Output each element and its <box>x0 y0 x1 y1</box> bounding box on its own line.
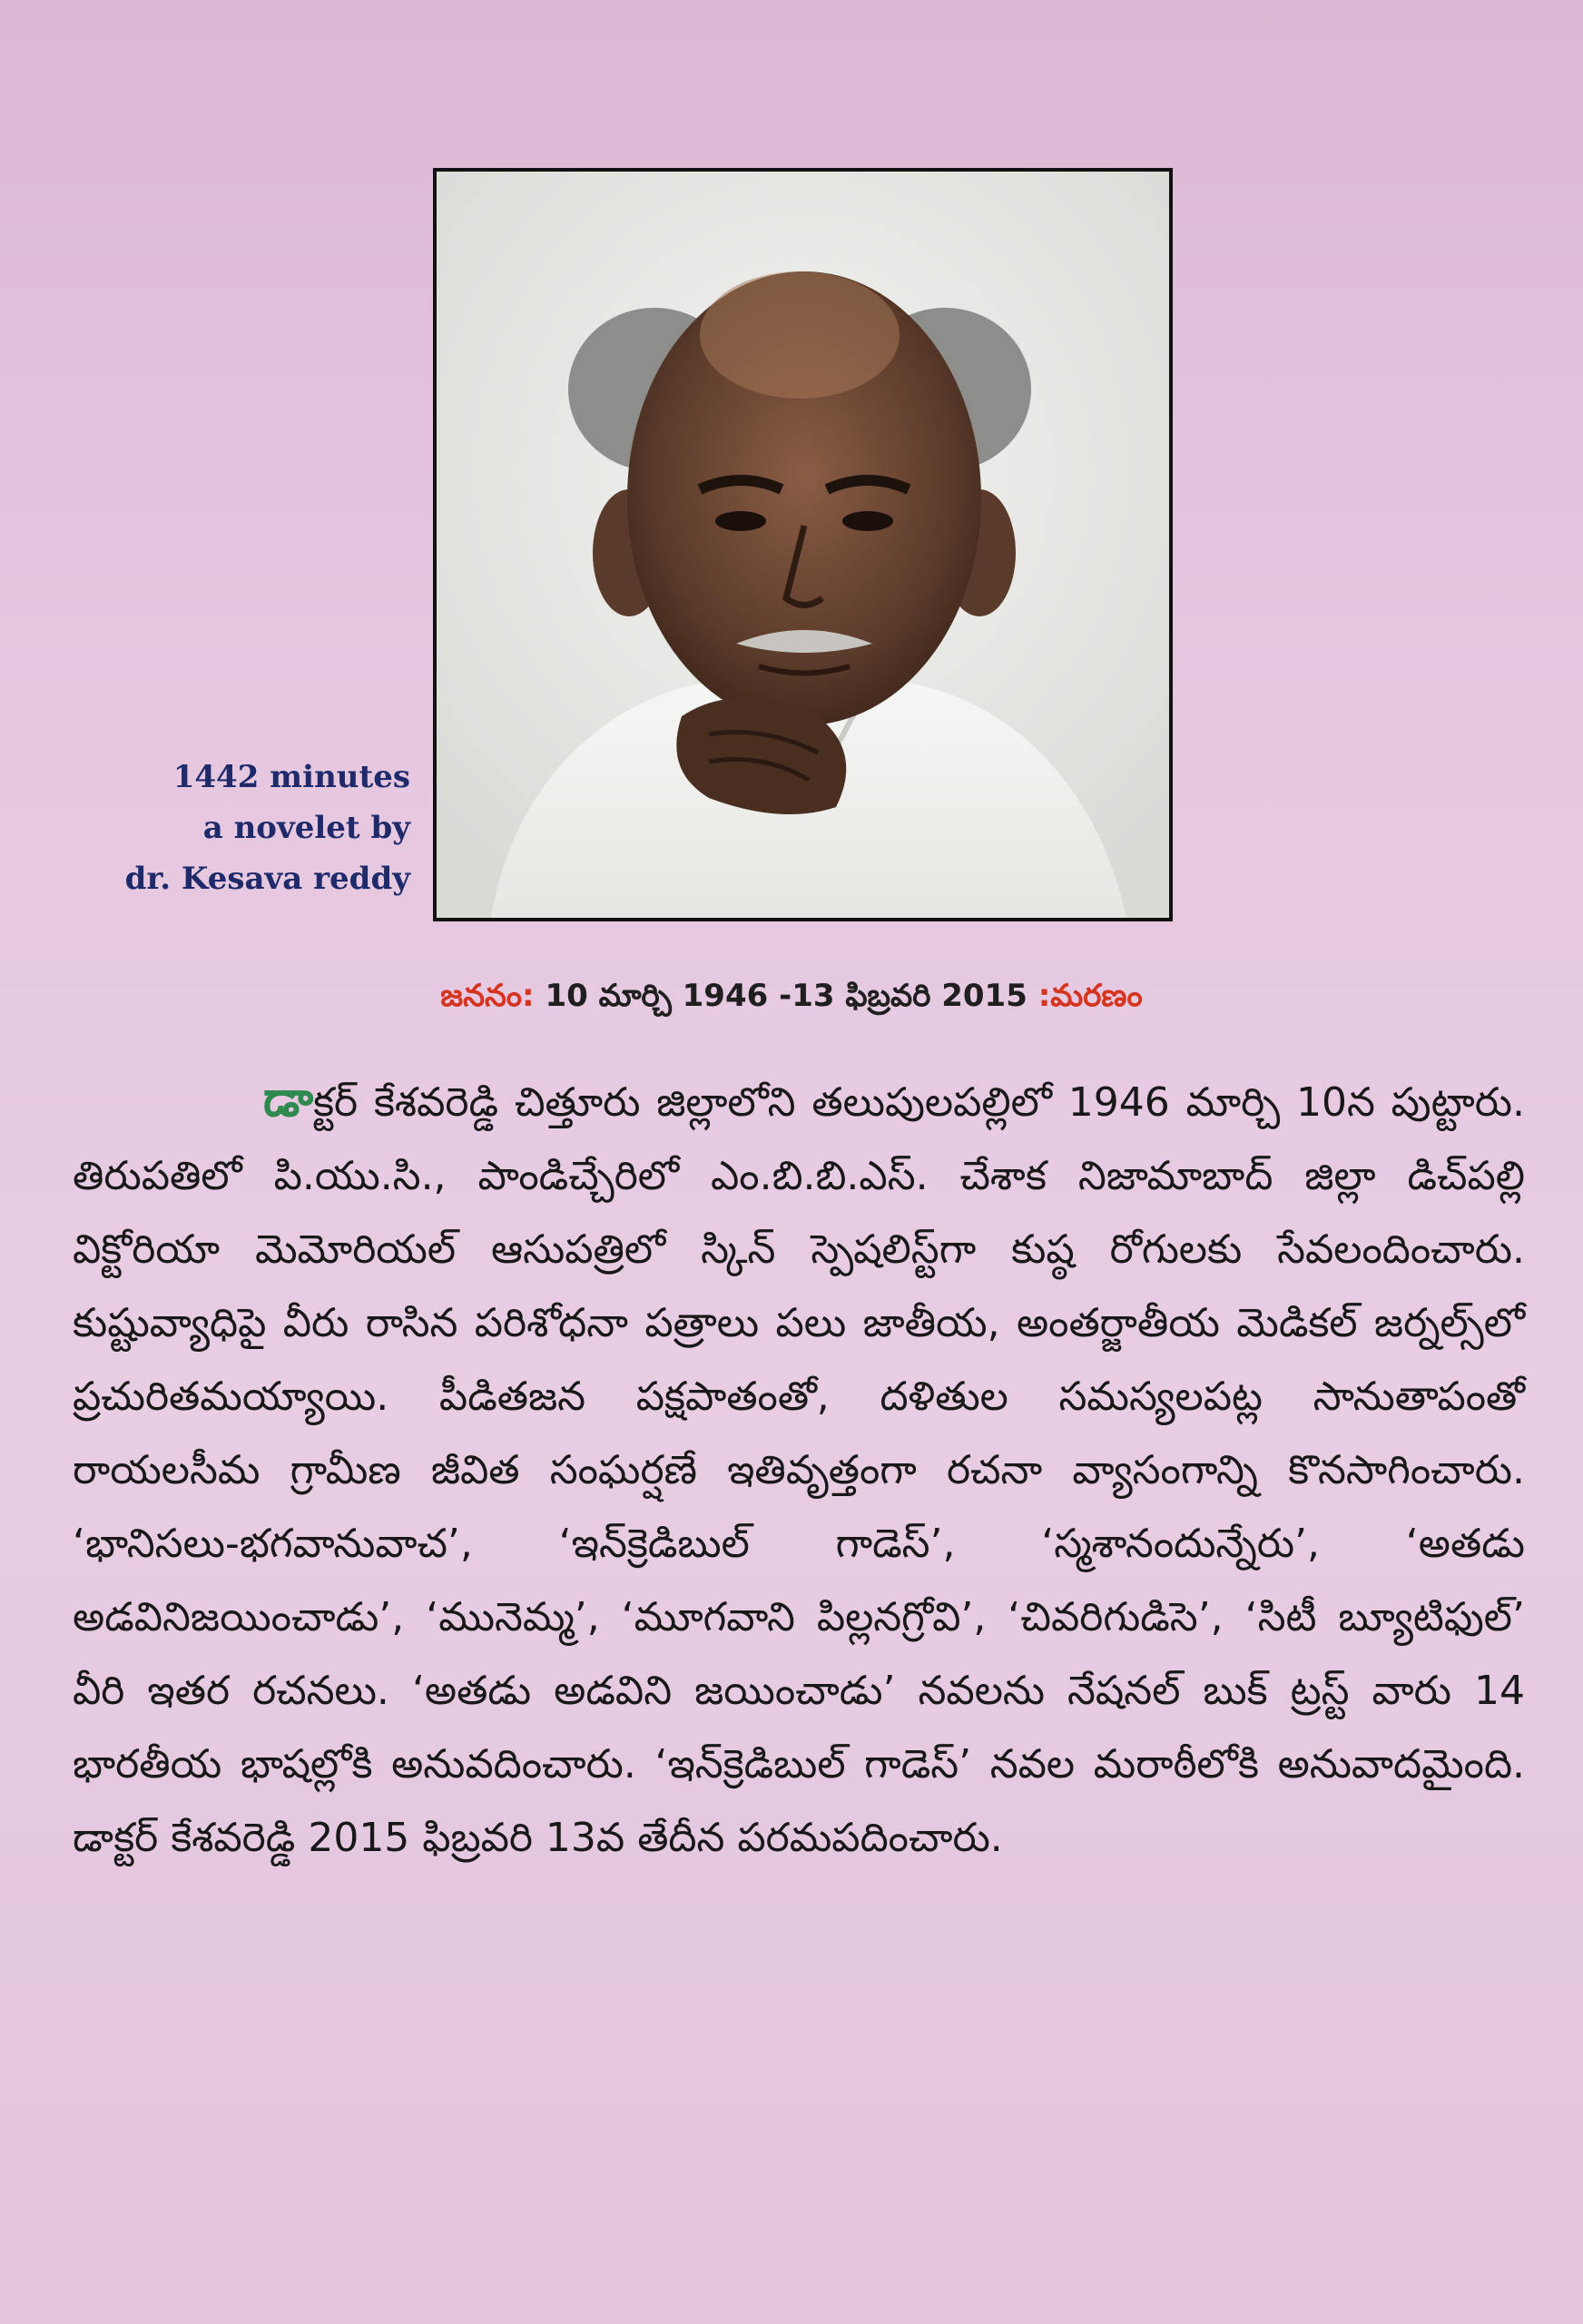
biography-paragraph <box>73 1062 1525 1875</box>
birth-label: జననం: <box>440 978 535 1014</box>
book-caption <box>102 752 410 904</box>
date-range: 10 మార్చి 1946 -13 ఫిబ్రవరి 2015 <box>534 978 1038 1014</box>
author-portrait <box>437 172 1169 918</box>
biography-text: క్టర్ కేశవరెడ్డి చిత్తూరు జిల్లాలోని తలుపులపల్లిలో 1946 మార్చి 10న పుట్టారు. తిరుపతిలో పి.యు.సి., పాండిచ్చేరిలో ఎం.బి.బి.ఎస్. చేశాక నిజామాబాద్ జిల్లా డిచ్‌పల్లి విక్టోరియా మెమోరియల్ ఆసుపత్రిలో స్కిన్ స్పెషలిస్ట్‌గా కుష్ఠ రోగులకు సేవలందించారు. కుష్టువ్యాధిపై వీరు రాసిన పరిశోధనా పత్రాలు పలు జాతీయ, అంతర్జాతీయ మెడికల్ జర్నల్స్‌లో ప్రచురితమయ్యాయి. పీడితజన పక్షపాతంతో, దళితుల సమస్యలపట్ల సానుతాపంతో రాయలసీమ గ్రామీణ జీవిత సంఘర్షణే ఇతివృత్తంగా రచనా వ్యాసంగాన్ని కొనసాగించారు. ‘భానిసలు-భగవానువాచ’, ‘ఇన్‌క్రెడిబుల్ గాడెస్’, ‘స్మశానందున్నేరు’, ‘అతడు అడవినిజయించాడు’, ‘మునెమ్మ’, ‘మూగవాని పిల్లనగ్రోవి’, ‘చివరిగుడిసె’, ‘సిటీ బ్యూటిఫుల్’ వీరి ఇతర రచనలు. ‘అతడు అడవిని జయించాడు’ నవలను నేషనల్ బుక్ ట్రస్ట్ వారు 14 భారతీయ భాషల్లోకి అనువదించారు. ‘ఇన్‌క్రెడిబుల్ గాడెస్’ నవల మరాఠీలోకి అనువాదమైంది. డాక్టర్ కేశవరెడ్డి 2015 ఫిబ్రవరి 13వ తేదీన పరమపదించారు. <box>73 1079 1525 1861</box>
caption-title: 1442 minutes <box>172 759 410 795</box>
caption-subtitle: a novelet by <box>202 810 410 846</box>
author-portrait-frame <box>433 168 1173 921</box>
death-label: :మరణం <box>1037 978 1143 1014</box>
dropcap-letter: డా <box>263 1070 314 1128</box>
portrait-image <box>437 172 1169 918</box>
caption-author: dr. Kesava reddy <box>124 861 410 897</box>
life-dates <box>0 978 1583 1021</box>
